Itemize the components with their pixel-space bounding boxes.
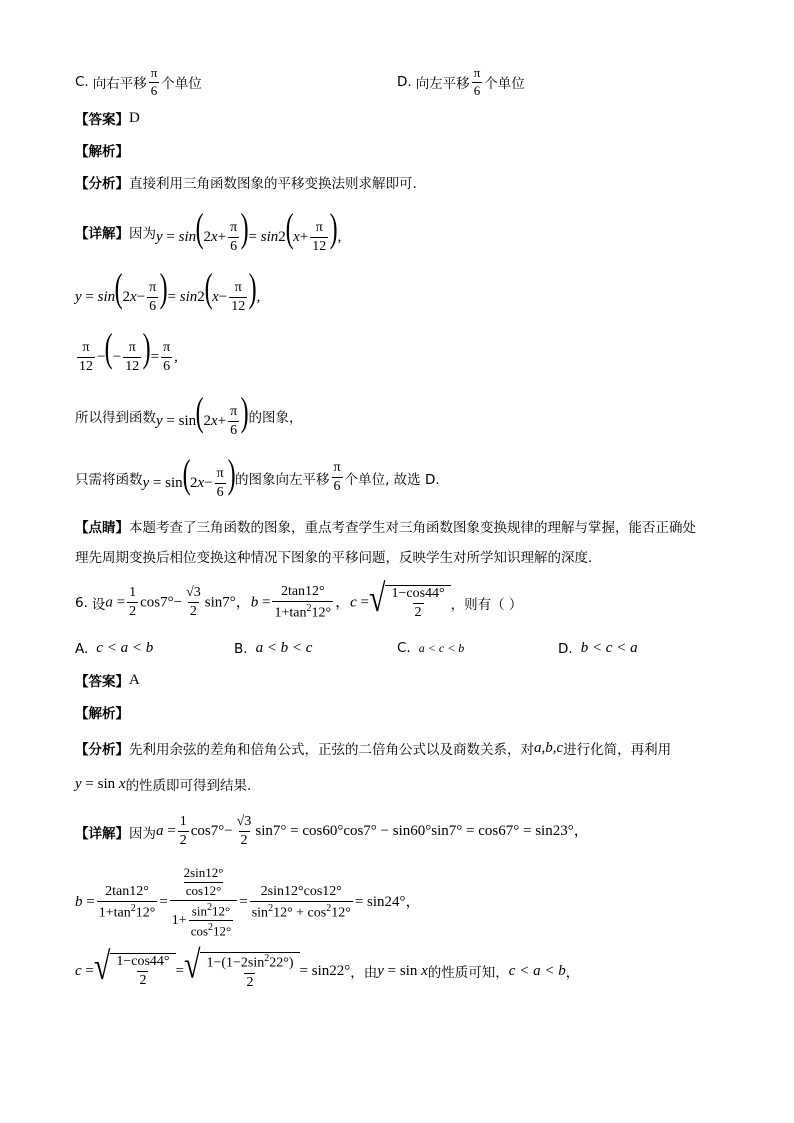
q6-fenxi-line1 — [75, 738, 671, 758]
q6-detail-c — [75, 943, 580, 991]
text: ，则有（ ） — [450, 596, 523, 613]
q6-option-a — [75, 640, 153, 657]
formula: c = √ $\frac{1-\cos 44^\circ}{2}$ = √ $\frac{1-(1-2\sin^222^\circ)}{2}$ = sin22° — [75, 943, 351, 990]
detail-tag: 【详解】 — [75, 225, 129, 242]
answer-tag: 【答案】 — [75, 112, 129, 128]
q5-fenxi — [75, 172, 417, 192]
option-text: b < c < a — [580, 640, 638, 656]
q5-comment-line2 — [75, 546, 592, 566]
fraction — [472, 66, 483, 99]
text: ， — [565, 965, 580, 982]
conclusion: c < a < b — [508, 962, 566, 979]
fraction-num: π — [473, 65, 481, 80]
comment-text: 本题考查了三角函数的图象，重点考查学生对三角函数图象变换规律的理解与掌握，能否正确处 — [129, 520, 696, 536]
question-number: 6. — [75, 594, 88, 611]
fenxi-text: 直接利用三角函数图象的平移变换法则求解即可. — [129, 176, 417, 192]
fenxi-tag: 【分析】 — [75, 176, 129, 192]
fenxi-text: 的性质即可得到结果. — [125, 778, 252, 794]
detail-prefix: 因为 — [129, 825, 156, 842]
text: 的图象， — [248, 409, 303, 426]
text: 设 — [91, 596, 106, 613]
option-text: a < c < b — [418, 640, 465, 655]
comment-tag: 【点睛】 — [75, 520, 129, 536]
comment-text: 理先周期变换后相位变换这种情况下图象的平移问题，反映学生对所学知识理解的深度. — [75, 550, 593, 566]
q5-detail-line2 — [75, 265, 261, 315]
formula: y = sin x — [377, 962, 428, 979]
fraction: $\frac{\pi}{6}$ — [333, 459, 341, 495]
q5-detail-line4 — [75, 389, 303, 439]
formula: b = $\frac{2\tan 12^\circ}{1+\tan^212^\circ}$ = $\frac{2\sin 12^\circ}{\cos 12^\circ}$ 1+ $\frac{\sin^212^\circ}{\cos^212^\circ}$ = $\frac{2\sin 12^\circ\cos 12^\circ}{\sin^212^\circ + \cos^212^\circ}$ = sin24°， — [75, 865, 421, 939]
option-c — [75, 66, 202, 99]
fraction — [149, 66, 160, 99]
option-text: a < b < c — [255, 640, 313, 656]
option-label: C. — [75, 74, 89, 91]
q5-detail-line1 — [75, 205, 342, 255]
q5-detail-line3 — [75, 325, 178, 375]
q5-analysis-tag — [75, 140, 129, 160]
fraction-den: 6 — [473, 82, 481, 98]
option-label: C. — [397, 640, 411, 656]
fenxi-tag: 【分析】 — [75, 742, 129, 758]
option-text: 个单位 — [484, 76, 525, 93]
fenxi-text: 进行化简，再利用 — [563, 742, 672, 758]
answer-value: A — [129, 671, 140, 688]
q6-fenxi-line2 — [75, 774, 251, 794]
option-text: 个单位 — [161, 76, 202, 93]
option-label: B. — [234, 640, 248, 657]
option-label: D. — [397, 74, 412, 91]
q6-detail-b — [75, 866, 421, 939]
option-text: 向右平移 — [92, 76, 147, 93]
option-label: D. — [558, 640, 573, 657]
formula: y = sin(2x− $\frac{\pi}{6}$ ) — [142, 451, 236, 501]
formula: $\frac{\pi}{12}$ −(− $\frac{\pi}{12}$ )= $\frac{\pi}{6}$ , — [79, 325, 178, 375]
text: 只需将函数 — [75, 471, 143, 488]
formula: y = sin x — [75, 775, 126, 792]
formula: y = sin(2x+ $\frac{\pi}{6}$ )= sin2(x+ $\frac{\pi}{12}$ ), — [156, 205, 342, 255]
q6-stem — [75, 576, 523, 622]
q5-detail-line5 — [75, 451, 440, 501]
text: 个单位, 故选 D. — [344, 471, 440, 488]
q6-analysis-tag — [75, 702, 129, 722]
fraction-den: 6 — [150, 82, 158, 98]
formula: a = $\frac{1}{2}$ cos7°− $\frac{√3}{2}$ sin7° = cos60°cos7° − sin60°sin7° = cos67° = sin23°， — [156, 814, 589, 849]
q5-comment-line1 — [75, 516, 696, 536]
q6-detail-a — [75, 814, 589, 849]
formula: a = $\frac{1}{2}$ cos7°− $\frac{√3}{2}$ sin7°，b = $\frac{2\tan 12^\circ}{1+\tan^212^\circ}$ ，c = √ $\frac{1-\cos 44^\circ}{2}$ — [105, 584, 450, 622]
q6-option-b — [234, 640, 312, 657]
q5-answer — [75, 108, 140, 128]
fraction-num: π — [150, 65, 158, 80]
q6-option-c — [397, 640, 464, 656]
answer-tag: 【答案】 — [75, 674, 129, 690]
answer-value: D — [129, 109, 140, 126]
text: 的性质可知， — [427, 965, 509, 982]
formula: y = sin(2x+ $\frac{\pi}{6}$ ) — [156, 389, 249, 439]
text: 所以得到函数 — [75, 409, 156, 426]
analysis-tag: 【解析】 — [75, 144, 129, 160]
text: ，由 — [350, 965, 378, 982]
q6-answer — [75, 670, 140, 690]
fenxi-text: 先利用余弦的差角和倍角公式，正弦的二倍角公式以及商数关系，对 — [129, 742, 534, 758]
option-d — [397, 66, 525, 99]
q6-option-d — [558, 640, 638, 657]
analysis-tag: 【解析】 — [75, 706, 129, 722]
option-label: A. — [75, 640, 89, 657]
fenxi-vars: a,b,c — [534, 739, 564, 756]
option-text: 向左平移 — [415, 76, 470, 93]
detail-tag: 【详解】 — [75, 825, 129, 842]
detail-prefix: 因为 — [129, 225, 156, 242]
text: 的图象向左平移 — [235, 471, 330, 488]
formula: y = sin(2x− $\frac{\pi}{6}$ )= sin2(x− $\frac{\pi}{12}$ ), — [75, 265, 261, 315]
option-text: c < a < b — [96, 640, 154, 656]
